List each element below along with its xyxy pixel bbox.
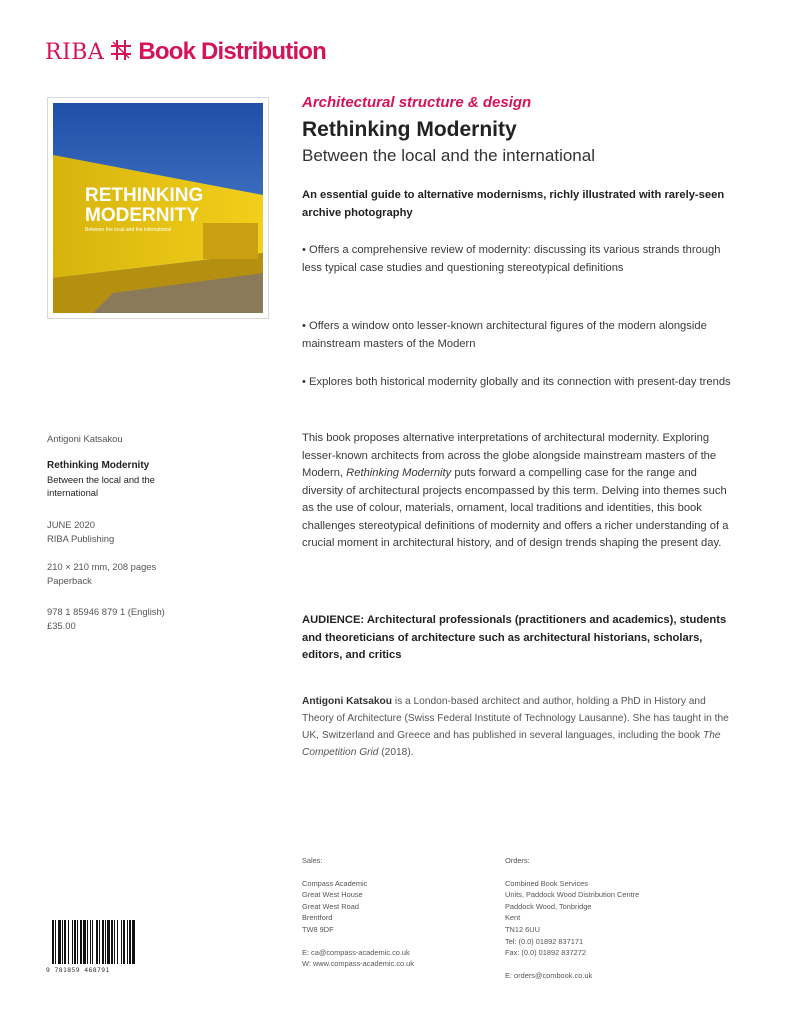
sales-email: E: ca@compass-academic.co.uk bbox=[302, 947, 410, 957]
sales-web: W: www.compass-academic.co.uk bbox=[302, 959, 414, 969]
sidebar-subtitle-1: Between the local and the bbox=[47, 473, 155, 485]
description-text-cont: puts forward a compelling case for the range and diversity of architectural projects encompassed by this term. Delving into themes such as the use of colour, materials, ornament, local traditions and identities, this book challenges stereotypical definitions of modernity and offers a richer understanding of a crucial moment in architectural history, and of design trends shaping the present day. bbox=[302, 467, 729, 549]
orders-heading: Orders: bbox=[505, 856, 530, 865]
orders-line: Combined Book Services bbox=[505, 878, 588, 888]
sidebar-title-block bbox=[47, 458, 247, 500]
cover-title-line2: MODERNITY bbox=[85, 205, 199, 226]
sales-heading: Sales: bbox=[302, 856, 323, 865]
bullet-1: • Offers a comprehensive review of modernity: discussing its various strands through less typical case studies and questioning stereotypical definitions bbox=[302, 244, 721, 274]
book-title: Rethinking Modernity bbox=[302, 118, 517, 141]
book-description bbox=[302, 430, 732, 553]
cover-subtitle: Between the local and the international bbox=[85, 227, 172, 233]
bio-author-name: Antigoni Katsakou bbox=[302, 696, 392, 707]
barcode-number: 9 781859 468791 bbox=[46, 966, 110, 974]
sales-line: Great West Road bbox=[302, 901, 359, 911]
orders-line: Kent bbox=[505, 913, 521, 923]
riba-logo-mark-icon bbox=[110, 39, 132, 65]
bio-book-title: The Competition Grid bbox=[302, 730, 721, 758]
sales-contact bbox=[302, 855, 482, 970]
bio-text: is a London-based architect and author, holding a PhD in History and Theory of Architecture (Swiss Federal Institute of Technology Lausanne). She has taught in the UK, Switzerland and Greece and has published in several languages, including the book bbox=[302, 696, 729, 741]
sales-line: TW8 9DF bbox=[302, 924, 334, 934]
book-distribution-wordmark: Book Distribution bbox=[138, 38, 327, 65]
audience-text: AUDIENCE: Architectural professionals (practitioners and academics), students and theoreticians of architecture such as architectural historians, scholars, editors, and critics bbox=[302, 614, 727, 661]
cover-image bbox=[53, 103, 263, 313]
riba-wordmark: RIBA bbox=[45, 39, 105, 65]
orders-line: Tel: (0.0) 01892 837171 bbox=[505, 936, 584, 946]
bullet-3: • Explores both historical modernity globally and its connection with present-day trends bbox=[302, 376, 731, 388]
isbn-barcode bbox=[50, 920, 156, 968]
orders-line: Units, Paddock Wood Distribution Centre bbox=[505, 890, 640, 900]
cover-title-line1: RETHINKING bbox=[85, 185, 204, 206]
description-text: This book proposes alternative interpretations of architectural modernity. Exploring lesser-known architects from across the globe alongside mainstream masters of the Modern, bbox=[302, 432, 717, 479]
orders-line: Paddock Wood, Tonbridge bbox=[505, 901, 592, 911]
sidebar-price: £35.00 bbox=[47, 619, 76, 631]
author-bio bbox=[302, 693, 732, 761]
orders-email: E: orders@combook.co.uk bbox=[505, 970, 593, 980]
lead-text: An essential guide to alternative modernisms, richly illustrated with rarely-seen archive photography bbox=[302, 189, 725, 219]
bio-text-cont: (2018). bbox=[378, 747, 414, 758]
bullet-2: • Offers a window onto lesser-known architectural figures of the modern alongside mainstream masters of the Modern bbox=[302, 320, 707, 350]
sidebar-subtitle-2: international bbox=[47, 487, 99, 498]
orders-line: Fax: (0.0) 01892 837272 bbox=[505, 948, 586, 958]
sidebar-author: Antigoni Katsakou bbox=[47, 433, 123, 444]
book-subtitle: Between the local and the international bbox=[302, 146, 595, 165]
orders-line: TN12 6UU bbox=[505, 924, 540, 934]
sidebar-publisher: RIBA Publishing bbox=[47, 532, 115, 544]
sidebar-binding: Paperback bbox=[47, 574, 92, 586]
book-cover bbox=[47, 97, 269, 319]
sales-line: Compass Academic bbox=[302, 878, 368, 888]
sidebar-isbn: 978 1 85946 879 1 (English) bbox=[47, 606, 165, 617]
book-category: Architectural structure & design bbox=[302, 94, 532, 111]
orders-contact bbox=[505, 855, 735, 981]
sidebar-dimensions: 210 × 210 mm, 208 pages bbox=[47, 561, 157, 572]
sidebar-pub-info bbox=[47, 518, 247, 545]
sidebar-title: Rethinking Modernity bbox=[47, 460, 150, 471]
sales-line: Brentford bbox=[302, 913, 333, 923]
sidebar-isbn-price bbox=[47, 605, 247, 632]
brand-header bbox=[45, 36, 326, 68]
sidebar-format bbox=[47, 560, 247, 587]
description-book-title: Rethinking Modernity bbox=[346, 467, 452, 479]
sales-line: Great West House bbox=[302, 890, 363, 900]
sidebar-date: JUNE 2020 bbox=[47, 519, 95, 530]
